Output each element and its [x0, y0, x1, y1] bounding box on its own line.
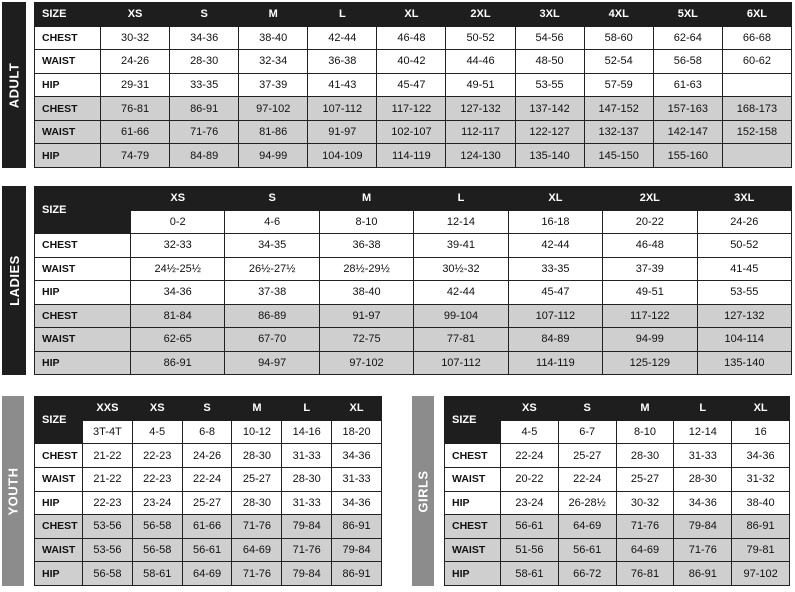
- measurement-cell: 61-63: [653, 73, 722, 97]
- numeric-size-cell: 14-16: [282, 420, 332, 444]
- table-row: [445, 467, 790, 491]
- measurement-cell: 52-54: [584, 50, 653, 74]
- measurement-cell: 86-91: [732, 515, 790, 539]
- size-l-header: L: [414, 187, 508, 211]
- measurement-cell: 66-72: [558, 562, 616, 586]
- measurement-cell: 29-31: [101, 73, 170, 97]
- measurement-cell: 67-70: [225, 328, 319, 352]
- size-header: SIZE: [35, 3, 101, 27]
- measurement-cell: 24-26: [182, 444, 232, 468]
- measurement-cell: 56-61: [501, 515, 559, 539]
- measurement-cell: 28-30: [232, 444, 282, 468]
- measurement-cell: 86-91: [674, 562, 732, 586]
- measurement-cell: 132-137: [584, 120, 653, 144]
- measurement-cell: 25-27: [616, 467, 674, 491]
- measurement-cell: 26-28½: [558, 491, 616, 515]
- table-row: [35, 50, 792, 74]
- measurement-cell: 34-36: [674, 491, 732, 515]
- table-row: [35, 97, 792, 121]
- table-row: [35, 304, 792, 328]
- measurement-cell: 37-39: [603, 257, 697, 281]
- measurement-cell: 25-27: [232, 467, 282, 491]
- measurement-cell: 99-104: [414, 304, 508, 328]
- measurement-label: CHEST: [445, 515, 501, 539]
- measurement-cell: 152-158: [722, 120, 791, 144]
- numeric-size-cell: 16: [732, 420, 790, 444]
- measurement-cell: 58-60: [584, 26, 653, 50]
- measurement-cell: 22-23: [83, 491, 133, 515]
- measurement-cell: 71-76: [170, 120, 239, 144]
- measurement-cell: 62-65: [131, 328, 225, 352]
- numeric-size-cell: 4-5: [132, 420, 182, 444]
- measurement-cell: 97-102: [239, 97, 308, 121]
- size-xs-header: XS: [132, 397, 182, 421]
- measurement-label: CHEST: [35, 444, 83, 468]
- measurement-cell: 36-38: [308, 50, 377, 74]
- measurement-cell: 79-84: [282, 515, 332, 539]
- ladies-label-band: [2, 186, 26, 375]
- measurement-cell: 42-44: [508, 234, 602, 258]
- size-s-header: S: [170, 3, 239, 27]
- measurement-cell: 28½-29½: [319, 257, 413, 281]
- size-xl-header: XL: [377, 3, 446, 27]
- adult-label: ADULT: [6, 62, 22, 108]
- table-row: [35, 144, 792, 168]
- measurement-cell: 31-33: [332, 467, 382, 491]
- measurement-label: HIP: [35, 144, 101, 168]
- measurement-cell: 25-27: [182, 491, 232, 515]
- measurement-cell: 64-69: [182, 562, 232, 586]
- measurement-cell: 58-61: [132, 562, 182, 586]
- measurement-cell: 56-58: [83, 562, 133, 586]
- measurement-cell: 97-102: [319, 351, 413, 375]
- measurement-cell: 137-142: [515, 97, 584, 121]
- measurement-cell: 45-47: [377, 73, 446, 97]
- measurement-cell: 24½-25½: [131, 257, 225, 281]
- measurement-label: WAIST: [35, 467, 83, 491]
- measurement-cell: 84-89: [508, 328, 602, 352]
- measurement-cell: 34-36: [332, 491, 382, 515]
- measurement-cell: 50-52: [446, 26, 515, 50]
- measurement-cell: 28-30: [232, 491, 282, 515]
- measurement-cell: 58-61: [501, 562, 559, 586]
- size-m-header: M: [616, 397, 674, 421]
- measurement-cell: 45-47: [508, 281, 602, 305]
- measurement-cell: 71-76: [232, 515, 282, 539]
- measurement-cell: 64-69: [232, 538, 282, 562]
- table-row: [445, 444, 790, 468]
- measurement-cell: 49-51: [446, 73, 515, 97]
- measurement-cell: 32-33: [131, 234, 225, 258]
- measurement-cell: 77-81: [414, 328, 508, 352]
- ladies-size-table: [34, 186, 792, 375]
- measurement-cell: 44-46: [446, 50, 515, 74]
- measurement-cell: 49-51: [603, 281, 697, 305]
- youth-size-table: [34, 396, 382, 586]
- measurement-cell: 84-89: [170, 144, 239, 168]
- measurement-cell: 36-38: [319, 234, 413, 258]
- measurement-cell: 34-36: [732, 444, 790, 468]
- table-row: [35, 491, 382, 515]
- measurement-cell: 25-27: [558, 444, 616, 468]
- size-s-header: S: [558, 397, 616, 421]
- measurement-cell: 53-55: [515, 73, 584, 97]
- measurement-cell: 30-32: [101, 26, 170, 50]
- measurement-cell: 81-86: [239, 120, 308, 144]
- size-4xl-header: 4XL: [584, 3, 653, 27]
- girls-label-band: [412, 396, 434, 586]
- numeric-size-cell: 20-22: [603, 210, 697, 234]
- measurement-cell: 20-22: [501, 467, 559, 491]
- measurement-cell: 33-35: [170, 73, 239, 97]
- measurement-cell: 117-122: [377, 97, 446, 121]
- measurement-cell: 22-23: [132, 444, 182, 468]
- measurement-cell: 37-38: [225, 281, 319, 305]
- measurement-cell: 28-30: [282, 467, 332, 491]
- measurement-cell: 66-68: [722, 26, 791, 50]
- numeric-size-cell: 8-10: [319, 210, 413, 234]
- measurement-cell: 81-84: [131, 304, 225, 328]
- measurement-cell: 145-150: [584, 144, 653, 168]
- measurement-cell: 22-24: [182, 467, 232, 491]
- measurement-cell: 86-91: [131, 351, 225, 375]
- measurement-cell: 114-119: [508, 351, 602, 375]
- measurement-label: CHEST: [35, 515, 83, 539]
- measurement-cell: 76-81: [101, 97, 170, 121]
- size-2xl-header: 2XL: [603, 187, 697, 211]
- measurement-cell: 142-147: [653, 120, 722, 144]
- measurement-cell: 79-84: [282, 562, 332, 586]
- measurement-cell: 61-66: [101, 120, 170, 144]
- measurement-cell: 34-36: [131, 281, 225, 305]
- measurement-cell: 38-40: [732, 491, 790, 515]
- measurement-label: WAIST: [35, 257, 131, 281]
- measurement-cell: 51-56: [501, 538, 559, 562]
- size-6xl-header: 6XL: [722, 3, 791, 27]
- measurement-cell: 79-81: [732, 538, 790, 562]
- measurement-cell: 107-112: [308, 97, 377, 121]
- table-row: [35, 351, 792, 375]
- measurement-cell: 38-40: [319, 281, 413, 305]
- size-l-header: L: [674, 397, 732, 421]
- girls-section: [412, 396, 790, 586]
- size-header: SIZE: [35, 397, 83, 444]
- measurement-label: CHEST: [35, 26, 101, 50]
- measurement-cell: 56-61: [558, 538, 616, 562]
- measurement-cell: 104-109: [308, 144, 377, 168]
- measurement-label: WAIST: [445, 538, 501, 562]
- size-xxs-header: XXS: [83, 397, 133, 421]
- measurement-cell: 62-64: [653, 26, 722, 50]
- measurement-cell: 125-129: [603, 351, 697, 375]
- measurement-label: HIP: [445, 491, 501, 515]
- size-xl-header: XL: [732, 397, 790, 421]
- adult-label-band: [2, 2, 26, 168]
- measurement-cell: 112-117: [446, 120, 515, 144]
- size-5xl-header: 5XL: [653, 3, 722, 27]
- measurement-cell: 71-76: [282, 538, 332, 562]
- measurement-cell: 79-84: [332, 538, 382, 562]
- measurement-cell: 32-34: [239, 50, 308, 74]
- measurement-cell: 86-91: [170, 97, 239, 121]
- measurement-cell: 56-58: [132, 538, 182, 562]
- measurement-label: HIP: [35, 281, 131, 305]
- numeric-size-cell: 12-14: [674, 420, 732, 444]
- table-row: [35, 562, 382, 586]
- measurement-cell: 23-24: [132, 491, 182, 515]
- ladies-section: [2, 186, 792, 375]
- youth-section: [2, 396, 382, 586]
- adult-section: [2, 2, 792, 168]
- measurement-cell: 46-48: [603, 234, 697, 258]
- size-3xl-header: 3XL: [515, 3, 584, 27]
- measurement-cell: 41-45: [697, 257, 791, 281]
- girls-size-table: [444, 396, 790, 586]
- measurement-cell: 168-173: [722, 97, 791, 121]
- measurement-cell: 30½-32: [414, 257, 508, 281]
- measurement-cell: 56-61: [182, 538, 232, 562]
- measurement-cell: 33-35: [508, 257, 602, 281]
- numeric-size-cell: 6-8: [182, 420, 232, 444]
- measurement-cell: 71-76: [232, 562, 282, 586]
- measurement-cell: 94-97: [225, 351, 319, 375]
- measurement-cell: 34-36: [332, 444, 382, 468]
- size-xs-header: XS: [501, 397, 559, 421]
- measurement-cell: 127-132: [446, 97, 515, 121]
- measurement-label: HIP: [445, 562, 501, 586]
- measurement-label: HIP: [35, 73, 101, 97]
- measurement-cell: 157-163: [653, 97, 722, 121]
- measurement-cell: 53-56: [83, 515, 133, 539]
- measurement-cell: 41-43: [308, 73, 377, 97]
- measurement-cell: 107-112: [508, 304, 602, 328]
- measurement-cell: 71-76: [674, 538, 732, 562]
- numeric-size-cell: 4-6: [225, 210, 319, 234]
- measurement-cell: 46-48: [377, 26, 446, 50]
- measurement-cell: 50-52: [697, 234, 791, 258]
- table-row: [445, 491, 790, 515]
- measurement-cell: 28-30: [674, 467, 732, 491]
- girls-label: GIRLS: [415, 469, 431, 513]
- size-header: SIZE: [35, 187, 131, 234]
- numeric-size-cell: 4-5: [501, 420, 559, 444]
- measurement-cell: 38-40: [239, 26, 308, 50]
- measurement-label: WAIST: [445, 467, 501, 491]
- measurement-cell: 57-59: [584, 73, 653, 97]
- measurement-cell: 21-22: [83, 444, 133, 468]
- measurement-cell: 22-24: [558, 467, 616, 491]
- measurement-cell: 71-76: [616, 515, 674, 539]
- measurement-cell: 53-55: [697, 281, 791, 305]
- measurement-cell: 94-99: [603, 328, 697, 352]
- size-l-header: L: [282, 397, 332, 421]
- measurement-cell: 147-152: [584, 97, 653, 121]
- measurement-cell: 74-79: [101, 144, 170, 168]
- table-row: [445, 562, 790, 586]
- measurement-cell: 61-66: [182, 515, 232, 539]
- measurement-cell: 53-56: [83, 538, 133, 562]
- measurement-cell: 56-58: [132, 515, 182, 539]
- numeric-size-cell: 16-18: [508, 210, 602, 234]
- table-row: [445, 538, 790, 562]
- numeric-size-cell: 12-14: [414, 210, 508, 234]
- size-xs-header: XS: [131, 187, 225, 211]
- measurement-label: HIP: [35, 491, 83, 515]
- table-row: [35, 257, 792, 281]
- measurement-label: CHEST: [35, 234, 131, 258]
- measurement-label: WAIST: [35, 538, 83, 562]
- measurement-label: WAIST: [35, 120, 101, 144]
- size-xl-header: XL: [508, 187, 602, 211]
- size-header: SIZE: [445, 397, 501, 444]
- measurement-label: CHEST: [445, 444, 501, 468]
- size-s-header: S: [225, 187, 319, 211]
- size-xs-header: XS: [101, 3, 170, 27]
- numeric-size-cell: 8-10: [616, 420, 674, 444]
- table-row: [35, 281, 792, 305]
- measurement-cell: 22-23: [132, 467, 182, 491]
- measurement-cell: 34-35: [225, 234, 319, 258]
- measurement-cell: 31-33: [282, 491, 332, 515]
- measurement-cell: 91-97: [308, 120, 377, 144]
- measurement-cell: 72-75: [319, 328, 413, 352]
- measurement-cell: 54-56: [515, 26, 584, 50]
- measurement-cell: 104-114: [697, 328, 791, 352]
- measurement-cell: 86-91: [332, 562, 382, 586]
- measurement-cell: 56-58: [653, 50, 722, 74]
- measurement-cell: 76-81: [616, 562, 674, 586]
- measurement-cell: 135-140: [515, 144, 584, 168]
- measurement-cell: 28-30: [616, 444, 674, 468]
- numeric-size-cell: 18-20: [332, 420, 382, 444]
- measurement-cell: 64-69: [558, 515, 616, 539]
- adult-size-table: [34, 2, 792, 168]
- ladies-label: LADIES: [6, 255, 22, 306]
- measurement-cell: 117-122: [603, 304, 697, 328]
- measurement-cell: 40-42: [377, 50, 446, 74]
- size-3xl-header: 3XL: [697, 187, 791, 211]
- numeric-size-cell: 10-12: [232, 420, 282, 444]
- numeric-size-cell: 0-2: [131, 210, 225, 234]
- size-m-header: M: [319, 187, 413, 211]
- table-row: [35, 444, 382, 468]
- measurement-cell: 97-102: [732, 562, 790, 586]
- measurement-cell: 60-62: [722, 50, 791, 74]
- measurement-cell: 124-130: [446, 144, 515, 168]
- measurement-label: WAIST: [35, 328, 131, 352]
- measurement-cell: 30-32: [616, 491, 674, 515]
- table-row: [35, 467, 382, 491]
- table-row: [35, 538, 382, 562]
- measurement-cell: 114-119: [377, 144, 446, 168]
- table-row: [35, 328, 792, 352]
- measurement-cell: 79-84: [674, 515, 732, 539]
- measurement-cell: 28-30: [170, 50, 239, 74]
- measurement-cell: 24-26: [101, 50, 170, 74]
- measurement-cell: 127-132: [697, 304, 791, 328]
- measurement-cell: 31-32: [732, 467, 790, 491]
- measurement-cell: 22-24: [501, 444, 559, 468]
- measurement-cell: 31-33: [282, 444, 332, 468]
- measurement-cell: 42-44: [414, 281, 508, 305]
- youth-label: YOUTH: [5, 467, 21, 515]
- measurement-cell: 122-127: [515, 120, 584, 144]
- measurement-cell: 86-89: [225, 304, 319, 328]
- measurement-cell: 155-160: [653, 144, 722, 168]
- measurement-label: HIP: [35, 351, 131, 375]
- measurement-cell: 21-22: [83, 467, 133, 491]
- measurement-cell: 39-41: [414, 234, 508, 258]
- size-l-header: L: [308, 3, 377, 27]
- measurement-cell: 31-33: [674, 444, 732, 468]
- measurement-label: WAIST: [35, 50, 101, 74]
- size-m-header: M: [239, 3, 308, 27]
- measurement-cell: 42-44: [308, 26, 377, 50]
- numeric-size-cell: 24-26: [697, 210, 791, 234]
- measurement-cell: 91-97: [319, 304, 413, 328]
- numeric-size-cell: 3T-4T: [83, 420, 133, 444]
- measurement-label: HIP: [35, 562, 83, 586]
- numeric-size-cell: 6-7: [558, 420, 616, 444]
- measurement-cell: 86-91: [332, 515, 382, 539]
- measurement-cell: 48-50: [515, 50, 584, 74]
- table-row: [35, 26, 792, 50]
- table-row: [35, 234, 792, 258]
- table-row: [35, 73, 792, 97]
- measurement-label: CHEST: [35, 304, 131, 328]
- table-row: [35, 120, 792, 144]
- measurement-cell: [722, 144, 791, 168]
- measurement-cell: 135-140: [697, 351, 791, 375]
- measurement-cell: 26½-27½: [225, 257, 319, 281]
- measurement-cell: 94-99: [239, 144, 308, 168]
- measurement-cell: 102-107: [377, 120, 446, 144]
- size-xl-header: XL: [332, 397, 382, 421]
- size-s-header: S: [182, 397, 232, 421]
- youth-label-band: [2, 396, 24, 586]
- measurement-label: CHEST: [35, 97, 101, 121]
- measurement-cell: [722, 73, 791, 97]
- measurement-cell: 64-69: [616, 538, 674, 562]
- measurement-cell: 34-36: [170, 26, 239, 50]
- measurement-cell: 37-39: [239, 73, 308, 97]
- table-row: [445, 515, 790, 539]
- size-2xl-header: 2XL: [446, 3, 515, 27]
- size-m-header: M: [232, 397, 282, 421]
- measurement-cell: 23-24: [501, 491, 559, 515]
- measurement-cell: 107-112: [414, 351, 508, 375]
- table-row: [35, 515, 382, 539]
